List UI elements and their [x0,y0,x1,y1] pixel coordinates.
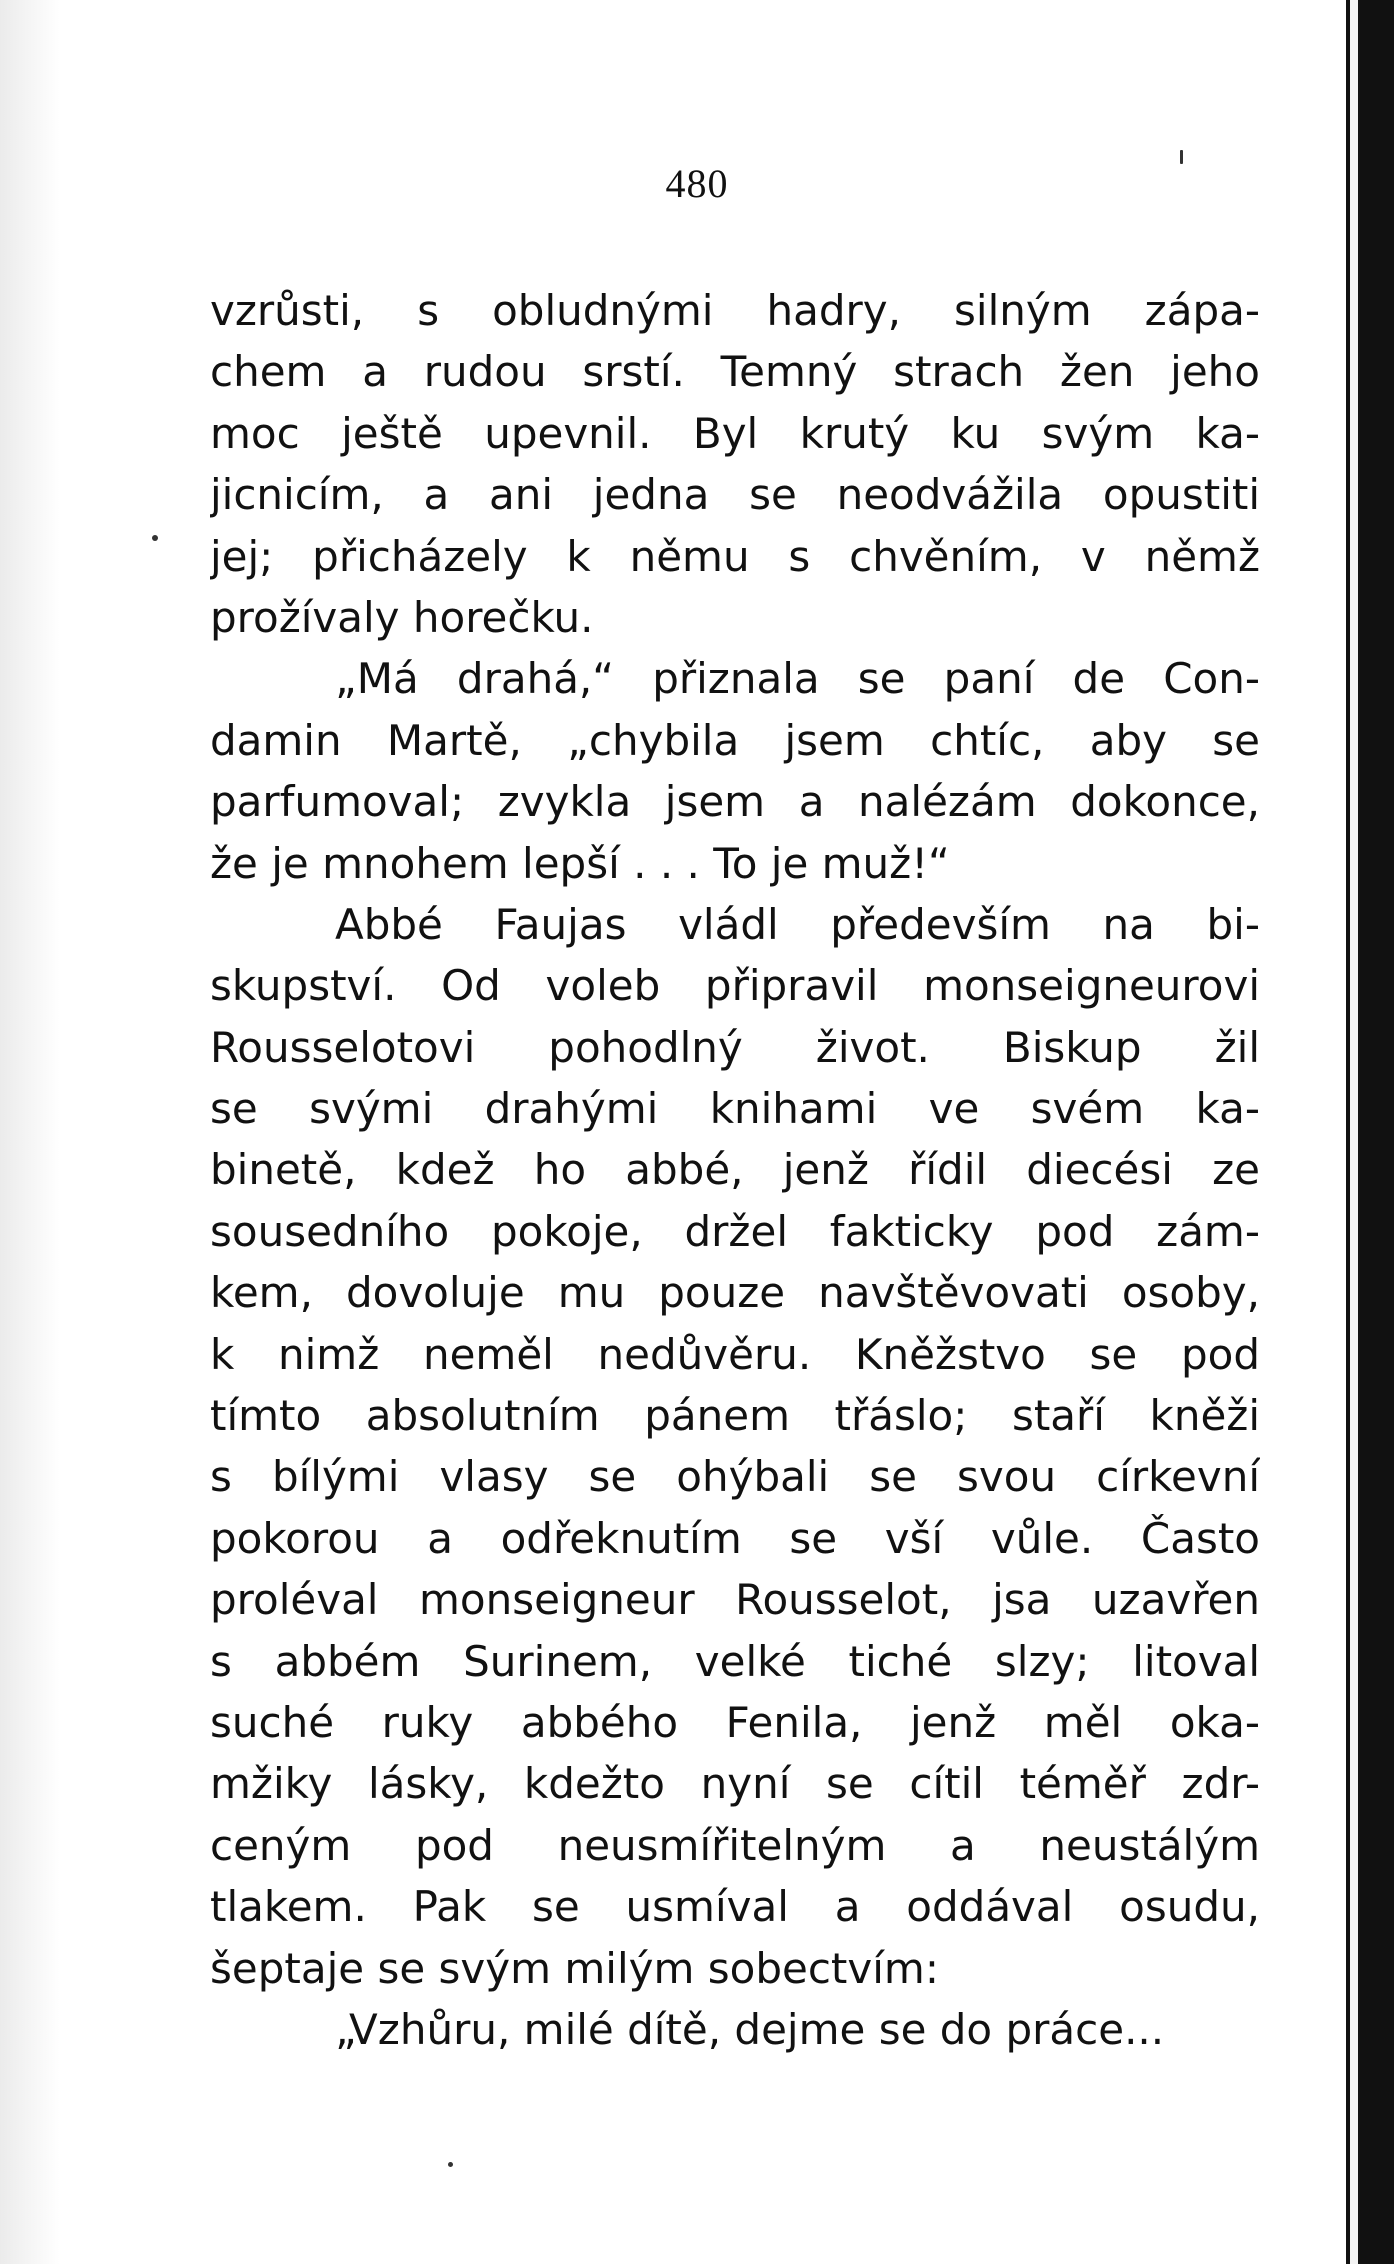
text-line: suché ruky abbého Fenila, jenž měl oka- [210,1697,1260,1747]
text-line: že je mnohem lepší . . . To je muž!“ [210,838,950,888]
text-line: parfumoval; zvykla jsem a nalézám dokonce, [210,777,1260,827]
text-line: skupství. Od voleb připravil monseigneurovi [210,961,1260,1011]
print-speck [448,2162,453,2167]
page-edge-shadow [0,0,60,2264]
text-line: damin Martě, „chybila jsem chtíc, aby se [210,715,1260,765]
text-line: vzrůsti, s obludnými hadry, silným zápa- [210,286,1260,335]
text-line: Abbé Faujas vládl především na bi- [335,899,1260,949]
text-line: „Vzhůru, milé dítě, dejme se do práce... [335,2004,1165,2054]
text-line: se svými drahými knihami ve svém ka- [210,1084,1260,1134]
text-line: tlakem. Pak se usmíval a oddával osudu, [210,1882,1260,1932]
page-number: 480 [665,161,729,206]
text-line: binetě, kdež ho abbé, jenž řídil diecési ze [210,1145,1260,1195]
text-line: kem, dovoluje mu pouze navštěvovati osoby, [210,1268,1260,1318]
text-line: jicnicím, a ani jedna se neodvážila opustiti [210,470,1260,520]
text-line: moc ještě upevnil. Byl krutý ku svým ka- [210,408,1260,458]
text-line: s abbém Surinem, velké tiché slzy; litoval [210,1636,1260,1686]
text-line: šeptaje se svým milým sobectvím: [210,1943,939,1993]
text-line: jej; přicházely k němu s chvěním, v němž [210,531,1260,581]
text-line: sousedního pokoje, držel fakticky pod zám- [210,1206,1260,1256]
text-line: mžiky lásky, kdežto nyní se cítil téměř zdr- [210,1759,1260,1809]
print-speck [152,535,158,541]
text-line: prožívaly horečku. [210,592,594,642]
text-line: Rousselotovi pohodlný život. Biskup žil [210,1022,1260,1072]
text-line: k nimž neměl nedůvěru. Kněžstvo se pod [210,1329,1260,1379]
print-speck [1180,150,1183,164]
text-line: „Má drahá,“ přiznala se paní de Con- [335,654,1260,704]
body-text [210,280,1260,2060]
text-line: proléval monseigneur Rousselot, jsa uzavřen [210,1575,1260,1625]
text-line: chem a rudou srstí. Temný strach žen jeho [210,347,1260,397]
text-line: tímto absolutním pánem třáslo; staří kněži [210,1391,1260,1441]
text-line: s bílými vlasy se ohýbali se svou církevní [210,1452,1260,1502]
scan-right-border-line [1350,0,1358,2264]
text-line: pokorou a odřeknutím se vší vůle. Často [210,1513,1260,1563]
text-line: ceným pod neusmířitelným a neustálým [210,1820,1260,1870]
